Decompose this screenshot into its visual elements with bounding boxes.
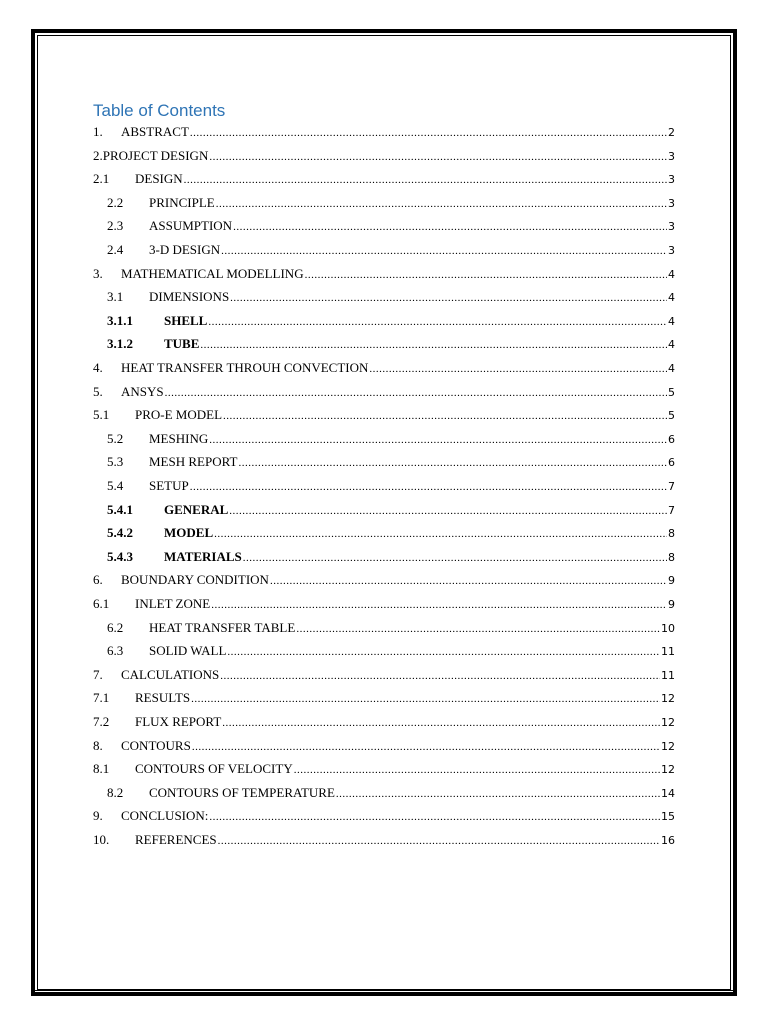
toc-entry[interactable] <box>93 171 675 193</box>
toc-entry[interactable] <box>107 549 675 571</box>
toc-dot-leader <box>209 811 660 823</box>
toc-entry-title: TUBE <box>164 336 200 352</box>
toc-entry[interactable] <box>107 502 675 524</box>
toc-entry-page-number: 4 <box>668 314 675 328</box>
toc-entry-number: 5.4.2 <box>107 525 133 541</box>
toc-entry-number: 5.3 <box>107 454 124 470</box>
toc-entry-number: 3.1.1 <box>107 312 133 328</box>
toc-dot-leader <box>296 623 660 635</box>
toc-entry[interactable] <box>107 643 675 665</box>
toc-entry[interactable] <box>93 761 675 783</box>
toc-entry[interactable] <box>93 832 675 854</box>
toc-entry-number: 7. <box>93 666 103 682</box>
toc-entry-number: 6. <box>93 572 103 588</box>
toc-dot-leader <box>336 788 660 800</box>
toc-dot-leader <box>222 717 660 729</box>
toc-dot-leader <box>211 599 667 611</box>
toc-entry-number: 4. <box>93 360 103 375</box>
toc-entry[interactable] <box>93 360 675 382</box>
toc-entry-title: REFERENCES <box>135 832 217 847</box>
toc-entry[interactable] <box>93 690 675 712</box>
toc-entry[interactable] <box>107 431 675 453</box>
toc-entry-page-number: 12 <box>661 739 675 753</box>
toc-entry-title: FLUX REPORT <box>135 714 222 729</box>
toc-entry[interactable] <box>107 336 675 358</box>
toc-entry-number: 5. <box>93 383 103 399</box>
toc-entry-number: 3.1 <box>107 289 124 305</box>
toc-entry-page-number: 11 <box>661 645 675 659</box>
toc-entry-page-number: 4 <box>668 291 675 305</box>
toc-entry-page-number: 7 <box>668 480 675 493</box>
toc-dot-leader <box>184 174 667 186</box>
toc-entry-number: 5.4.3 <box>107 548 133 564</box>
toc-dot-leader <box>208 316 667 328</box>
toc-entry-title: PRINCIPLE <box>149 194 215 210</box>
toc-entry-page-number: 9 <box>668 574 675 588</box>
toc-entry[interactable] <box>107 313 675 335</box>
toc-dot-leader <box>230 292 667 304</box>
toc-entry[interactable] <box>93 738 675 760</box>
toc-entry-page-number: 4 <box>668 267 675 281</box>
toc-entry-title: MATERIALS <box>164 548 242 564</box>
toc-dot-leader <box>209 434 667 446</box>
toc-dot-leader <box>216 198 667 210</box>
toc-entry-page-number: 12 <box>661 716 675 729</box>
toc-entry[interactable] <box>93 572 675 594</box>
toc-dot-leader <box>233 221 667 233</box>
toc-entry[interactable] <box>93 384 675 406</box>
toc-entry-number: 3.1.2 <box>107 336 133 352</box>
toc-entry-page-number: 8 <box>668 550 675 564</box>
toc-entry-number: 8. <box>93 737 103 753</box>
toc-entry-title: GENERAL <box>164 501 229 517</box>
toc-dot-leader <box>369 363 667 375</box>
toc-entry-page-number: 14 <box>661 786 675 800</box>
toc-entry-number: 6.3 <box>107 643 124 659</box>
toc-entry[interactable] <box>93 808 675 830</box>
toc-entry-page-number: 8 <box>668 527 675 541</box>
toc-dot-leader <box>190 481 667 493</box>
toc-entry[interactable] <box>107 454 675 476</box>
toc-entry-page-number: 11 <box>661 668 675 682</box>
toc-entry-title: DIMENSIONS <box>149 289 230 305</box>
toc-entry-title: 2.PROJECT DESIGN <box>93 147 209 163</box>
toc-entry-page-number: 5 <box>668 385 675 399</box>
toc-dot-leader <box>191 693 660 705</box>
toc-entry-number: 5.2 <box>107 430 124 446</box>
toc-dot-leader <box>218 835 660 847</box>
toc-entry-number: 8.2 <box>107 784 124 800</box>
toc-entry[interactable] <box>107 478 675 500</box>
toc-entry-page-number: 3 <box>668 220 675 234</box>
toc-entry-title: CONCLUSION: <box>121 808 209 824</box>
toc-entry-number: 7.1 <box>93 690 110 706</box>
toc-entry-page-number: 12 <box>661 763 675 777</box>
toc-dot-leader <box>223 410 667 422</box>
toc-entry-title: PRO-E MODEL <box>135 407 223 423</box>
toc-entry-number: 2.1 <box>93 171 110 187</box>
toc-entry-title: CONTOURS OF VELOCITY <box>135 761 293 777</box>
toc-entry-title: ABSTRACT <box>121 124 189 139</box>
toc-entry-page-number: 9 <box>668 598 675 611</box>
toc-entry-number: 9. <box>93 808 103 824</box>
toc-dot-leader <box>192 741 660 753</box>
toc-entry-number: 2.2 <box>107 194 124 210</box>
toc-entry-page-number: 15 <box>661 810 675 824</box>
toc-entry-number: 1. <box>93 124 103 139</box>
toc-entry-page-number: 3 <box>668 149 675 163</box>
toc-entry-page-number: 7 <box>668 503 675 517</box>
toc-entry-title: HEAT TRANSFER THROUH CONVECTION <box>121 360 369 375</box>
toc-dot-leader <box>209 151 667 163</box>
toc-dot-leader <box>243 552 667 564</box>
toc-dot-leader <box>220 670 660 682</box>
toc-dot-leader <box>229 505 667 517</box>
toc-entry[interactable] <box>93 266 675 288</box>
toc-entry-title: CALCULATIONS <box>121 666 220 682</box>
toc-entry-number: 2.4 <box>107 242 124 257</box>
toc-entry-title: HEAT TRANSFER TABLE <box>149 619 296 635</box>
toc-entry-number: 2.3 <box>107 218 124 234</box>
toc-entry-page-number: 2 <box>668 126 675 139</box>
toc-entry-page-number: 4 <box>668 338 675 352</box>
toc-entry-page-number: 6 <box>668 456 675 470</box>
toc-dot-leader <box>270 575 667 587</box>
toc-entry-title: DESIGN <box>135 171 183 187</box>
toc-entry-number: 8.1 <box>93 761 110 777</box>
toc-entry[interactable] <box>107 785 675 807</box>
toc-entry-number: 3. <box>93 265 103 281</box>
toc-entry[interactable] <box>107 242 675 264</box>
toc-entry-title: MESHING <box>149 430 209 446</box>
toc-entry-title: ASSUMPTION <box>149 218 233 234</box>
toc-entry-title: SOLID WALL <box>149 643 227 659</box>
toc-dot-leader <box>227 646 660 658</box>
toc-entry-number: 5.1 <box>93 407 110 423</box>
toc-dot-leader <box>200 339 667 351</box>
toc-entry-title: MODEL <box>164 525 214 541</box>
toc-entry-title: CONTOURS <box>121 737 191 753</box>
toc-entry-title: 3-D DESIGN <box>149 242 221 257</box>
toc-entry-page-number: 5 <box>668 409 675 423</box>
toc-entry-page-number: 10 <box>661 621 675 635</box>
toc-entry-title: SETUP <box>149 478 189 493</box>
toc-dot-leader <box>305 269 667 281</box>
toc-entry-page-number: 3 <box>668 173 675 187</box>
toc-dot-leader <box>214 528 667 540</box>
toc-entry-number: 6.1 <box>93 596 110 611</box>
toc-entry-page-number: 12 <box>661 692 675 706</box>
toc-entry[interactable] <box>107 218 675 240</box>
toc-entry-title: INLET ZONE <box>135 596 211 611</box>
toc-dot-leader <box>165 387 667 399</box>
toc-dot-leader <box>294 764 660 776</box>
toc-entry-title: BOUNDARY CONDITION <box>121 572 269 588</box>
toc-entry[interactable] <box>107 195 675 217</box>
toc-dot-leader <box>238 457 667 469</box>
toc-entry-page-number: 6 <box>668 432 675 446</box>
toc-entry[interactable] <box>107 620 675 642</box>
toc-entry-number: 5.4 <box>107 478 124 493</box>
toc-entry-page-number: 3 <box>668 196 675 210</box>
toc-entry-page-number: 3 <box>668 244 675 257</box>
toc-entry-title: SHELL <box>164 312 208 328</box>
toc-entry-title: RESULTS <box>135 690 191 706</box>
toc-dot-leader <box>190 127 667 139</box>
toc-entry[interactable] <box>107 289 675 311</box>
page-border-bottom-rule <box>31 990 737 991</box>
toc-entry-number: 10. <box>93 832 110 847</box>
toc-entry[interactable] <box>93 124 675 146</box>
toc-entry-title: MATHEMATICAL MODELLING <box>121 265 304 281</box>
toc-heading: Table of Contents <box>93 101 226 120</box>
toc-dot-leader <box>221 245 667 257</box>
toc-entry[interactable] <box>93 596 675 618</box>
toc-entry-title: ANSYS <box>121 383 164 399</box>
toc-entry[interactable] <box>93 667 675 689</box>
toc-entry-number: 5.4.1 <box>107 501 133 517</box>
toc-entry-number: 7.2 <box>93 714 110 729</box>
toc-entry[interactable] <box>93 714 675 736</box>
toc-entry[interactable] <box>93 407 675 429</box>
toc-entry[interactable] <box>93 148 675 170</box>
toc-entry-number: 6.2 <box>107 619 124 635</box>
toc-entry-title: MESH REPORT <box>149 454 238 470</box>
toc-entry[interactable] <box>107 525 675 547</box>
toc-entry-page-number: 4 <box>668 362 675 375</box>
toc-entry-page-number: 16 <box>661 834 675 847</box>
toc-entry-title: CONTOURS OF TEMPERATURE <box>149 784 335 800</box>
